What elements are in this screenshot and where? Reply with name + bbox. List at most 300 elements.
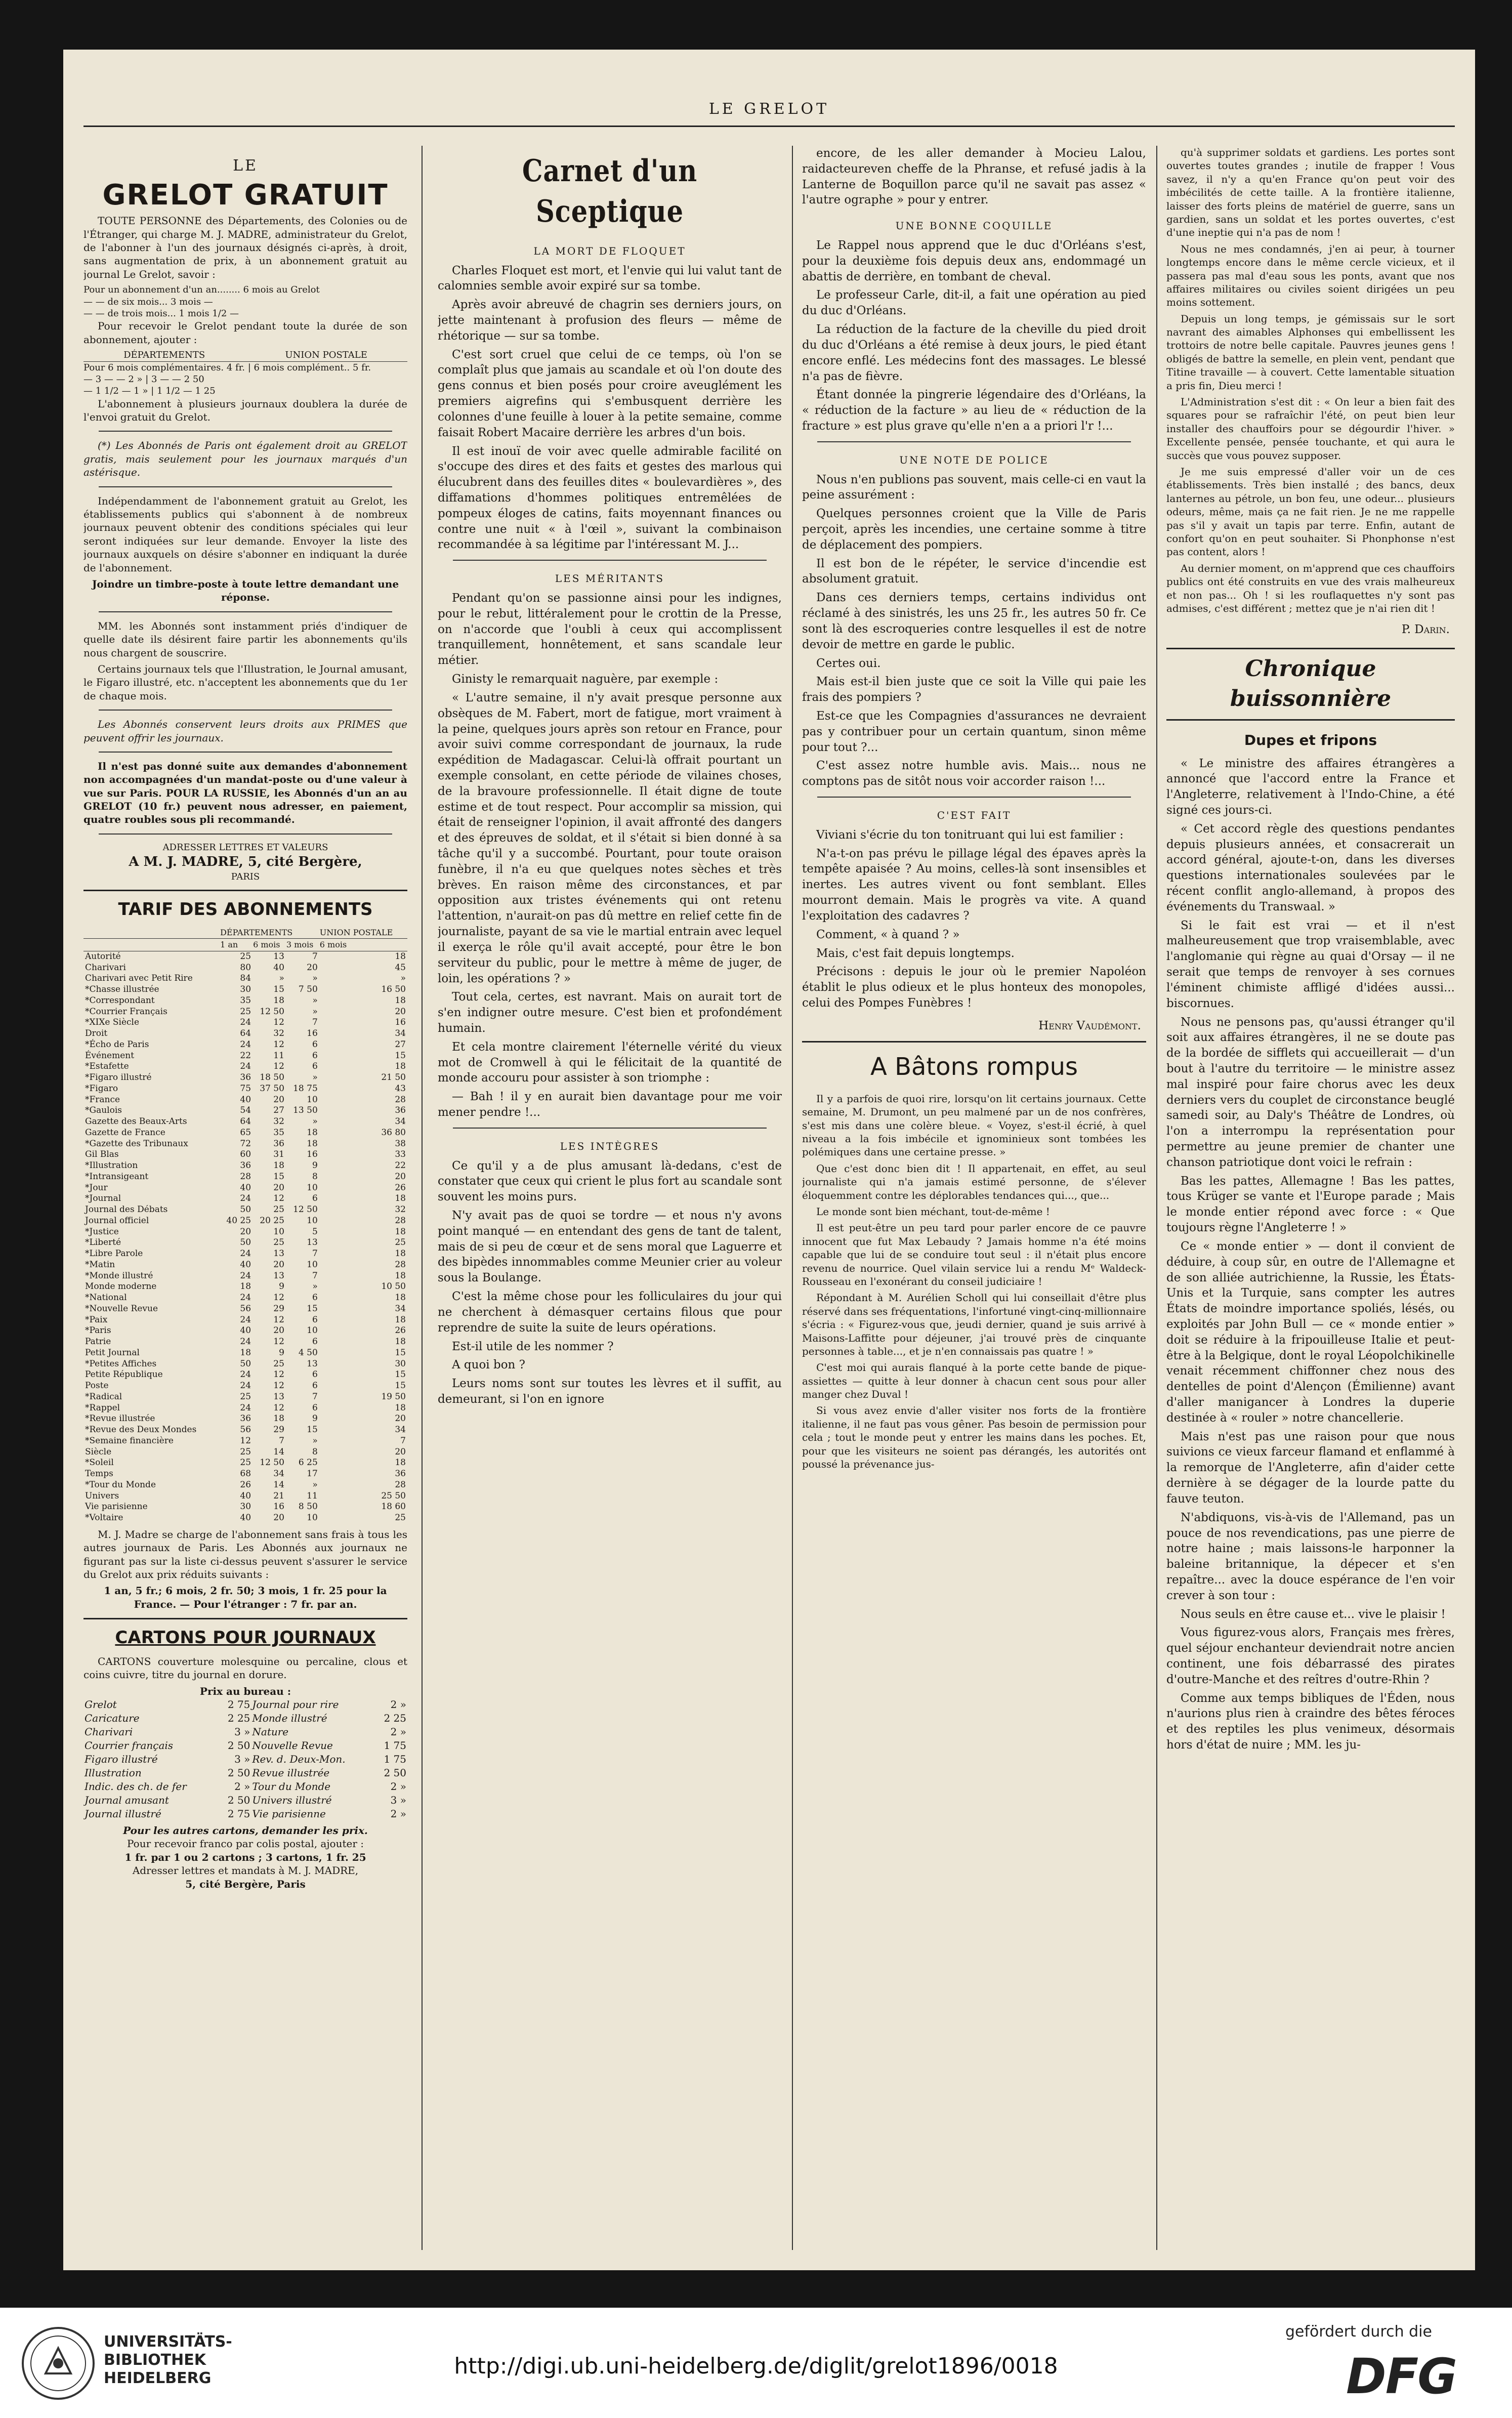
journal-name: Charivari avec Petit Rire [85, 973, 193, 984]
carton-row [83, 1766, 407, 1780]
journal-name: Autorité [85, 951, 121, 962]
journal-name: *Jour [85, 1182, 108, 1193]
carton-name: Charivari [85, 1725, 133, 1738]
paragraph: Comment, « à quand ? » [816, 928, 960, 941]
price-cell: 6 [312, 1402, 318, 1413]
tarif-row [83, 1457, 407, 1469]
price-cell: 27 [273, 1105, 284, 1116]
journal-name: Événement [85, 1050, 135, 1061]
tarif-body [83, 951, 407, 1524]
paragraph: — Bah ! il y en aurait bien davantage pour me voir mener pendre !... [438, 1090, 782, 1119]
tarif-row [83, 963, 407, 974]
section-heading: UNE BONNE COQUILLE [895, 220, 1053, 232]
paragraph: qu'à supprimer soldats et gardiens. Les portes sont ouvertes toutes grandes ; inutile de frapper ! Vous savez, il n'y a qu'en France qu'on peut voir des imbécilités de cette taille. A la frontière italienne, laisser des forts pleins de matériel de guerre, sans un gardien, sans un soldat et les portes ouvertes, c'est d'une ineptie qui n'a pas de nom ! [1166, 146, 1455, 239]
tarif-row [83, 1116, 407, 1128]
price-cell: 14 [273, 1479, 284, 1490]
price-cell: 12 [273, 1314, 284, 1325]
journal-name: *Illustration [85, 1160, 138, 1171]
journal-name: *Gazette des Tribunaux [85, 1138, 188, 1149]
tarif-row [83, 1413, 407, 1425]
journal-name: Monde moderne [85, 1281, 157, 1292]
paragraph: « L'autre semaine, il n'y avait presque personne aux obsèques de M. Fabert, mort de fatigue, mort vraiment à la peine, quelques jours après son retour en France, pour avoir suivi comme correspondant de journaux, la rude expédition de Madagascar. Celui-là offrait pourtant un exemple consolant, en cette période de vilaines choses, de la bravoure professionnelle. Il était digne de toute estime et de tout respect. Pour accomplir sa mission, qui était de renseigner l'opinion, il avait affronté des dangers et des épreuves de soldat, et il s'était si bien donné à sa tâche qu'il y a succombé. Pourtant, pour toute oraison funèbre, il n'a eu que quelques notes sèches et très brèves. En raison même des circonstances, et par opposition aux tristes événements qui ont retenu l'attention, n'aurait-on pas dû mettre en relief cette fin de journaliste, payant de sa vie le martial entrain avec lequel il exerça le rôle qu'il avait accepté, pour être le bon serviteur du public, pour le mettre à même de juger, de loin, les opérations ? » [438, 691, 782, 985]
price-cell: 10 [307, 1182, 318, 1193]
column-3 [802, 146, 1146, 2250]
carton-price: 2 25 [227, 1712, 250, 1724]
price-cell: 7 [279, 1435, 284, 1446]
price-cell: 40 [273, 962, 284, 973]
paragraph: Il est bon de le répéter, le service d'incendie est absolument gratuit. [802, 557, 1146, 586]
journal-name: *Soleil [85, 1457, 114, 1468]
journal-name: Poste [85, 1381, 109, 1391]
price-cell: 15 [395, 1381, 406, 1391]
article-body [802, 1092, 1146, 1471]
paragraph: Je me suis empressé d'aller voir un de ces établissements. Très bien installé ; des bancs, deux lanternes au pétrole, un bon feu, une odeur... plusieurs odeurs, même, mais ça ne fait rien. Je ne me rappelle pas s'il y avait un tapis par terre. Enfin, autant de confort qu'on en peut souhaiter. Si Phonphonse n'est pas content, alors ! [1166, 465, 1455, 558]
dept-rows [83, 362, 407, 397]
price-cell: 26 [240, 1479, 251, 1490]
column-1 [83, 146, 407, 2250]
carton-price: 1 75 [384, 1753, 406, 1765]
price-cell: 40 [240, 1513, 251, 1523]
price-cell: 12 [273, 1337, 284, 1347]
tarif-col-name [83, 927, 220, 939]
price-cell: 20 [395, 1171, 406, 1182]
carton-price: 2 » [390, 1698, 406, 1711]
offer-row: — — de six mois... 3 mois — [83, 296, 213, 307]
price-cell: 24 [240, 1402, 251, 1413]
price-cell: 7 [312, 1248, 318, 1259]
tarif-row [83, 1293, 407, 1304]
chronique-title: Chronique buissonnière [1166, 648, 1455, 721]
price-cell: 28 [395, 1479, 406, 1490]
price-cell: 24 [240, 1314, 251, 1325]
price-cell: 75 [240, 1083, 251, 1094]
price-cell: 25 [240, 1006, 251, 1017]
price-cell: 6 [312, 1369, 318, 1380]
paragraph: Pendant qu'on se passionne ainsi pour les indignes, pour le rebut, littéralement pour le crottin de la Presse, on n'accorde que l'oubli à ceux qui accomplissent tranquillement, honnêtement, et sans scandale leur métier. [438, 592, 782, 668]
journal-name: Petit Journal [85, 1347, 140, 1358]
tarif-row [83, 1139, 407, 1150]
tarif-row [83, 1271, 407, 1282]
price-cell: » [312, 1116, 318, 1127]
price-cell: 35 [273, 1127, 284, 1138]
price-cell: 21 50 [381, 1072, 406, 1083]
journal-name: *Figaro illustré [85, 1072, 152, 1083]
paragraph: La réduction de la facture de la cheville du pied droit du duc d'Orléans a été remise à deux jours, le pied étant encore enflé. Les médecins font des massages. Le blessé n'a pas de fièvre. [802, 323, 1146, 383]
tarif-row [83, 1149, 407, 1160]
price-cell: 18 [273, 995, 284, 1006]
tarif-row [83, 1469, 407, 1480]
tarif-row [83, 1051, 407, 1062]
journal-name: Journal officiel [85, 1215, 149, 1226]
column-2 [438, 146, 782, 2250]
price-cell: 25 [273, 1237, 284, 1248]
tarif-row [83, 1248, 407, 1260]
price-cell: 72 [240, 1138, 251, 1149]
paragraph: Après avoir abreuvé de chagrin ses derniers jours, on jette maintenant à profusion des fleurs — même de rhétorique — sur sa tombe. [438, 298, 782, 343]
tarif-row [83, 1502, 407, 1513]
article-body [438, 591, 782, 1120]
price-cell: 54 [240, 1105, 251, 1116]
dept-row: — 1 1/2 — 1 » | 1 1/2 — 1 25 [83, 386, 216, 397]
journal-name: Univers [85, 1490, 119, 1501]
carton-name: Journal pour rire [252, 1698, 339, 1711]
price-cell: 10 [307, 1513, 318, 1523]
price-cell: 22 [240, 1050, 251, 1061]
price-cell: 24 [240, 1061, 251, 1072]
paragraph: Quelques personnes croient que la Ville de Paris perçoit, après les incendies, une certaine somme à titre de déplacement des pompiers. [802, 507, 1146, 552]
price-cell: 16 [273, 1502, 284, 1512]
price-cell: 30 [240, 1502, 251, 1512]
price-cell: » [279, 973, 284, 984]
carton-name: Monde illustré [252, 1712, 327, 1724]
abonnes-text: MM. les Abonnés sont instamment priés d'indiquer de quelle date ils désirent faire partir les abonnements qu'ils nous chargent de souscrire. [83, 619, 407, 659]
tarif-row [83, 1491, 407, 1502]
reduced-prices: 1 an, 5 fr.; 6 mois, 2 fr. 50; 3 mois, 1 fr. 25 pour la France. — Pour l'étranger : 7 fr. par an. [104, 1585, 387, 1610]
price-cell: 25 [395, 1513, 406, 1523]
running-head: LE GRELOT [708, 100, 830, 118]
price-cell: 6 [312, 1050, 318, 1061]
price-cell: 19 50 [381, 1391, 406, 1402]
price-cell: 45 [395, 962, 406, 973]
journal-name: *Nouvelle Revue [85, 1303, 158, 1314]
price-cell: 9 [312, 1160, 318, 1171]
carton-price: 2 50 [227, 1766, 250, 1779]
franco-prices: 1 fr. par 1 ou 2 cartons ; 3 cartons, 1 fr. 25 [124, 1851, 366, 1863]
price-cell: 34 [273, 1469, 284, 1479]
cartons-title: CARTONS POUR JOURNAUX [115, 1628, 376, 1648]
price-cell: 14 [273, 1446, 284, 1457]
column-4 [1166, 146, 1455, 2250]
carton-price: 2 » [390, 1725, 406, 1738]
tarif-row [83, 1072, 407, 1083]
price-cell: 18 [307, 1138, 318, 1149]
price-cell: 18 [395, 1293, 406, 1303]
carton-price: 3 » [390, 1794, 406, 1806]
franco-label: Pour recevoir franco par colis postal, ajouter : [127, 1838, 364, 1850]
carton-name: Figaro illustré [85, 1753, 158, 1765]
price-cell: 18 [240, 1347, 251, 1358]
price-cell: 64 [240, 1028, 251, 1039]
batons-rompus-title: A Bâtons rompus [870, 1052, 1078, 1081]
article-body [802, 472, 1146, 789]
carton-name: Vie parisienne [252, 1807, 326, 1820]
article-body [1166, 756, 1455, 1753]
carton-price: 2 75 [227, 1698, 250, 1711]
carton-name: Indic. des ch. de fer [85, 1780, 187, 1792]
price-cell: 6 [312, 1039, 318, 1050]
journal-name: *Chasse illustrée [85, 984, 159, 995]
price-cell: 16 [307, 1028, 318, 1039]
journal-name: *Paris [85, 1325, 111, 1336]
divider [453, 1128, 767, 1129]
tarif-row [83, 984, 407, 995]
price-cell: 40 [240, 1490, 251, 1501]
price-cell: 13 [273, 1391, 284, 1402]
carton-name: Rev. d. Deux-Mon. [252, 1753, 346, 1765]
price-cell: 17 [307, 1469, 318, 1479]
price-cell: 24 [240, 1337, 251, 1347]
paragraph: encore, de les aller demander à Mocieu Lalou, raidacteureven cheffe de la Phranse, et refusé jadis à la Lanterne de Boquillon parce qu'il ne savait pas assez « l'autre ographe » pour y entrer. [802, 147, 1146, 207]
journal-name: *Revue des Deux Mondes [85, 1425, 197, 1435]
dfg-logo: DFG [1346, 2348, 1457, 2405]
tarif-row [83, 1447, 407, 1458]
journal-name: *Journal [85, 1193, 121, 1204]
journal-name: *Revue illustrée [85, 1413, 155, 1424]
price-cell: 32 [395, 1204, 406, 1215]
journal-name: *Voltaire [85, 1513, 123, 1523]
price-cell: 24 [240, 1193, 251, 1204]
price-cell: 9 [279, 1281, 284, 1292]
journal-name: *France [85, 1094, 120, 1105]
price-cell: 13 [307, 1358, 318, 1369]
paragraph: Répondant à M. Aurélien Scholl qui lui conseillait d'être plus réservé dans ses fréquentations, l'infortuné vingt-cinq-millionnaire s'écria : « Figurez-vous que, jeudi dernier, quand je suis arrivé à Maisons-Laffitte pour déjeuner, j'ai trouvé près de cinquante personnes à table..., et je n'en connaissais pas quatre ! » [802, 1291, 1146, 1357]
tarif-row [83, 1227, 407, 1238]
price-cell: 18 [395, 1337, 406, 1347]
divider [817, 797, 1131, 798]
paragraph: Comme aux temps bibliques de l'Éden, nous n'aurions plus rien à craindre des bêtes féroces et des reptiles les plus venimeux, désormais hors d'état de nuire ; MM. les ju- [1166, 1691, 1455, 1752]
price-cell: 38 [395, 1138, 406, 1149]
tarif-table [83, 927, 407, 1524]
price-cell: 56 [240, 1425, 251, 1435]
carton-row [83, 1739, 407, 1753]
price-cell: 26 [395, 1325, 406, 1336]
price-cell: 18 [395, 1457, 406, 1468]
divider [802, 1041, 1146, 1043]
tarif-col-dept: DÉPARTEMENTS [220, 927, 319, 939]
journal-name: *Matin [85, 1259, 115, 1270]
price-cell: 13 50 [293, 1105, 318, 1116]
paragraph: N'y avait pas de quoi se tordre — et nous n'y avons point manqué — en entendant des gens de tant de talent, mais de si peu de cœur et de sens moral que Laguerre et des bipèdes innommables comme Meunier crier au voleur sous la Boulange. [438, 1209, 782, 1285]
price-cell: 50 [240, 1204, 251, 1215]
price-cell: 22 [395, 1160, 406, 1171]
price-cell: » [312, 1479, 318, 1490]
carton-name: Univers illustré [252, 1794, 332, 1806]
adresser-mandats: Adresser lettres et mandats à M. J. MADRE, [132, 1864, 359, 1877]
price-cell: 13 [273, 1270, 284, 1281]
price-cell: 18 [395, 1248, 406, 1259]
journal-name: *Gaulois [85, 1105, 122, 1116]
dupes-title: Dupes et fripons [1244, 732, 1377, 748]
paragraph: C'est moi qui aurais flanqué à la porte cette bande de pique-assiettes — quitte à leur donner à chacun cent sous pour aller manger chez Duval ! [802, 1361, 1146, 1401]
head-rule [83, 126, 1455, 127]
tarif-row [83, 973, 407, 984]
paragraph: Ce « monde entier » — dont il convient de déduire, à coup sûr, en outre de l'Allemagne et de son alliée autrichienne, la Russie, les États-Unis et la Turquie, sans compter les autres États de moindre importance spoliés, lésés, ou exploités par John Bull — ce « monde entier » doit se réduire à la fripouilleuse Italie et peut-être à la Belgique, dont le royal Léopolchikinelle venait récemment chiffonner chez nous des dentelles de point d'Alençon (Émilienne) avant d'aller manigancer à Londres la duperie destinée à « rouler » notre chancellerie. [1166, 1239, 1455, 1425]
carton-name: Revue illustrée [252, 1766, 330, 1779]
carton-name: Caricature [85, 1712, 140, 1724]
price-cell: 36 [240, 1413, 251, 1424]
price-cell: 20 [273, 1259, 284, 1270]
carton-name: Tour du Monde [252, 1780, 331, 1792]
dept-head: DÉPARTEMENTS [123, 350, 205, 361]
price-cell: 6 [312, 1193, 318, 1204]
price-cell: 28 [395, 1259, 406, 1270]
paragraph: Certes oui. [816, 656, 881, 670]
divider [99, 833, 392, 835]
price-cell: 43 [395, 1083, 406, 1094]
price-cell: 18 [395, 1314, 406, 1325]
divider [99, 752, 392, 753]
tarif-row [83, 1260, 407, 1271]
price-cell: 84 [240, 973, 251, 984]
price-cell: » [312, 1281, 318, 1292]
section-heading: LES INTÈGRES [560, 1140, 660, 1152]
price-cell: 60 [240, 1149, 251, 1160]
price-cell: 10 [307, 1215, 318, 1226]
divider [83, 1618, 407, 1619]
price-cell: 11 [273, 1050, 284, 1061]
price-cell: 18 [307, 1127, 318, 1138]
paragraph: Il est inouï de voir avec quelle admirable facilité on s'occupe des dires et des faits et gestes des marlous qui élucubrent dans des feuilles dites « boulevardières », des diffamations d'hommes politiques entremêlées de pompeux éloges de catins, faits moyennant finances ou contre une nuit « à l'œil », suivant la combinaison recommandée à sa légitime par l'intéressant M. J... [438, 444, 782, 552]
russie-text: Il n'est pas donné suite aux demandes d'abonnement non accompagnées d'un mandat-poste ou d'une valeur à vue sur Paris. POUR LA RUSSIE, les Abonnés d'un an au GRELOT (10 fr.) peuvent nous adresser, en paiement, quatre roubles sous pli recommandé. [83, 760, 407, 826]
cartons-desc: CARTONS couverture molesquine ou percaline, clous et coins cuivre, titre du journal en dorure. [83, 1655, 407, 1681]
price-cell: 15 [307, 1425, 318, 1435]
price-cell: 16 [395, 1017, 406, 1028]
journal-name: *Monde illustré [85, 1270, 153, 1281]
price-cell: 40 25 [226, 1215, 251, 1226]
tarif-row [83, 1183, 407, 1194]
journal-name: *Justice [85, 1226, 119, 1237]
price-cell: 26 [395, 1182, 406, 1193]
paragraph: Nous n'en publions pas souvent, mais celle-ci en vaut la peine assurément : [802, 473, 1146, 502]
price-cell: 4 50 [298, 1347, 318, 1358]
price-cell: 30 [395, 1358, 406, 1369]
price-cell: » [312, 973, 318, 984]
price-cell: 20 [395, 1006, 406, 1017]
price-cell: 7 [400, 1435, 406, 1446]
tarif-row [83, 1436, 407, 1447]
tarif-row [83, 1193, 407, 1204]
carton-row [83, 1725, 407, 1739]
tarif-row [83, 1337, 407, 1348]
tarif-row [83, 1172, 407, 1183]
price-cell: 11 [307, 1490, 318, 1501]
price-cell: 24 [240, 1039, 251, 1050]
price-cell: 25 [240, 1391, 251, 1402]
paragraph: Au dernier moment, on m'apprend que ces chauffoirs publics ont été construits en vue des vrais malheureux et non pas... Oh ! si les rouflaquettes n'y sont pas admises, c'est différent ; mettez que je n'ai rien dit ! [1166, 562, 1455, 614]
signature: P. Darin. [1401, 623, 1450, 637]
price-cell: 20 [273, 1325, 284, 1336]
tarif-row [83, 1359, 407, 1370]
paragraph: Mais n'est pas une raison pour que nous suivions ce vieux farceur flamand et enflammé à la remorque de l'Angleterre, afin d'aider cette dernière à se dégager de la lourde patte du fauve teuton. [1166, 1430, 1455, 1506]
journal-name: *Radical [85, 1391, 122, 1402]
divider [99, 611, 392, 612]
tarif-row [83, 1083, 407, 1095]
price-cell: 32 [273, 1028, 284, 1039]
price-cell: 27 [395, 1039, 406, 1050]
paragraph: Étant donnée la pingrerie légendaire des d'Orléans, la « réduction de la facture » au lieu de « réduction de la fracture » est plus grave qu'elle n'en a a priori l'r !... [802, 388, 1146, 433]
price-cell: 15 [273, 1171, 284, 1182]
price-cell: 9 [312, 1413, 318, 1424]
carton-price: 2 75 [227, 1807, 250, 1820]
price-cell: 25 [240, 1446, 251, 1457]
carton-price: 2 50 [227, 1794, 250, 1806]
certains-text: Certains journaux tels que l'Illustration, le Journal amusant, le Figaro illustré, etc. n'acceptent les abonnements que du 1er de chaque mois. [83, 662, 407, 702]
price-cell: 28 [240, 1171, 251, 1182]
carton-name: Grelot [85, 1698, 117, 1711]
price-cell: 18 [395, 1061, 406, 1072]
divider [99, 710, 392, 711]
price-cell: 15 [273, 984, 284, 995]
tarif-row [83, 1160, 407, 1172]
carton-price: 2 » [390, 1807, 406, 1820]
paragraph: Le Rappel nous apprend que le duc d'Orléans s'est, pour la deuxième fois depuis deux ans, endommagé un abattis de derrière, en tombant de cheval. [802, 239, 1146, 283]
tarif-row [83, 995, 407, 1007]
tarif-row [83, 1369, 407, 1381]
paragraph: Leurs noms sont sur toutes les lèvres et il suffit, au demeurant, si l'on en ignore [438, 1377, 782, 1406]
section-heading: UNE NOTE DE POLICE [899, 453, 1049, 466]
price-cell: 20 [273, 1513, 284, 1523]
tarif-row [83, 1392, 407, 1403]
column-rule [792, 146, 793, 2250]
paragraph: Nous ne pensons pas, qu'aussi étranger qu'il soit aux affaires étrangères, il ne se doute pas de la bordée de sifflets qui accueillerait — d'un bout à l'autre du territoire — le ministre assez mal inspiré pour faire chorus avec les deux derniers vers du couplet de circonstance beuglé samedi soir, au Daly's Théâtre de Londres, où l'on a interrompu la représentation pour permettre au jeune premier de chanter une chanson patriotique dont voici le refrain : [1166, 1015, 1455, 1169]
price-cell: 36 [240, 1072, 251, 1083]
tarif-row [83, 1007, 407, 1018]
tarif-row [83, 1325, 407, 1337]
price-cell: 6 [312, 1293, 318, 1303]
price-cell: 28 [395, 1094, 406, 1105]
journal-name: *Courrier Français [85, 1006, 167, 1017]
price-cell: 6 25 [298, 1457, 318, 1468]
autres-cartons: Pour les autres cartons, demander les prix. [123, 1824, 368, 1837]
price-cell: 32 [273, 1116, 284, 1127]
price-cell: 40 [240, 1259, 251, 1270]
journal-name: Gazette de France [85, 1127, 165, 1138]
price-cell: 36 [240, 1160, 251, 1171]
journal-name: *Intransigeant [85, 1171, 149, 1182]
price-cell: 18 [395, 1270, 406, 1281]
journal-name: *National [85, 1293, 127, 1303]
dept-row: — 3 — — 2 » | 3 — — 2 50 [83, 373, 204, 385]
intro-text: TOUTE PERSONNE des Départements, des Colonies ou de l'Étranger, qui charge M. J. MADRE, administrateur du Grelot, de l'abonner à l'un des journaux désignés ci-après, à droit, sans augmentation de prix, à un abonnement gratuit au journal Le Grelot, savoir : [83, 215, 407, 280]
source-url-link[interactable]: http://digi.ub.uni-heidelberg.de/diglit/grelot1896/0018 [454, 2353, 1058, 2379]
tarif-row [83, 1028, 407, 1039]
price-cell: 30 [240, 984, 251, 995]
union-head: UNION POSTALE [285, 350, 367, 361]
section-heading: LA MORT DE FLOQUET [533, 244, 686, 257]
signature: Henry Vaudémont. [1038, 1019, 1141, 1032]
tarif-row [83, 1061, 407, 1072]
price-cell: 10 [273, 1226, 284, 1237]
carton-name: Journal amusant [85, 1794, 169, 1806]
paragraph: Il est peut-être un peu tard pour parler encore de ce pauvre innocent que fut Max Lebaudy ? Jamais homme n'a été moins capable que lui de se conduire tout seul : il n'était plus encore revenu de nourrice. Quel vilain service lui a rendu Mᵉ Waldeck-Rousseau en l'exonérant du conseil judiciaire ! [802, 1222, 1146, 1287]
journal-name: *Figaro [85, 1083, 118, 1094]
price-cell: 18 50 [260, 1072, 284, 1083]
journal-name: Journal des Débats [85, 1204, 168, 1215]
paragraph: Le monde sont bien méchant, tout-de-même ! [816, 1205, 1050, 1218]
paragraph: Tout cela, certes, est navrant. Mais on aurait tort de s'en indigner outre mesure. C'est bien et profondément humain. [438, 990, 782, 1035]
article-body [802, 238, 1146, 434]
price-cell: » [312, 1006, 318, 1017]
price-cell: 8 [312, 1446, 318, 1457]
price-cell: 18 60 [381, 1502, 406, 1512]
divider [453, 560, 767, 561]
carton-name: Courrier français [85, 1739, 174, 1752]
article-body [438, 263, 782, 553]
paragraph: N'a-t-on pas prévu le pillage légal des épaves après la tempête apaisée ? Au moins, celles-là sont insensibles et inertes. Les autres vivent ou font semblant. Elles mourront demain. Mais le progrès va vite. A quand l'exploitation des cadavres ? [802, 847, 1146, 923]
price-cell: 36 [395, 1105, 406, 1116]
dept-row: Pour 6 mois complémentaires. 4 fr. | 6 mois complément.. 5 fr. [83, 362, 371, 373]
paragraph: Si vous avez envie d'aller visiter nos forts de la frontière italienne, il ne faut pas vous gêner. Pas besoin de permission pour cela ; tout le monde peut y entrer les mains dans les poches. Et, pour que les visiteurs ne soient pas dérangés, les autorités ont poussé la prévenance jus- [802, 1404, 1146, 1471]
price-cell: 18 [273, 1160, 284, 1171]
price-cell: 12 [240, 1435, 251, 1446]
price-cell: 25 [240, 951, 251, 962]
price-cell: 68 [240, 1469, 251, 1479]
carton-price: 3 » [234, 1725, 250, 1738]
article-body [438, 1158, 782, 1407]
address-line: A M. J. MADRE, 5, cité Bergère, [129, 854, 362, 870]
price-cell: 24 [240, 1369, 251, 1380]
price-cell: 12 50 [260, 1006, 284, 1017]
